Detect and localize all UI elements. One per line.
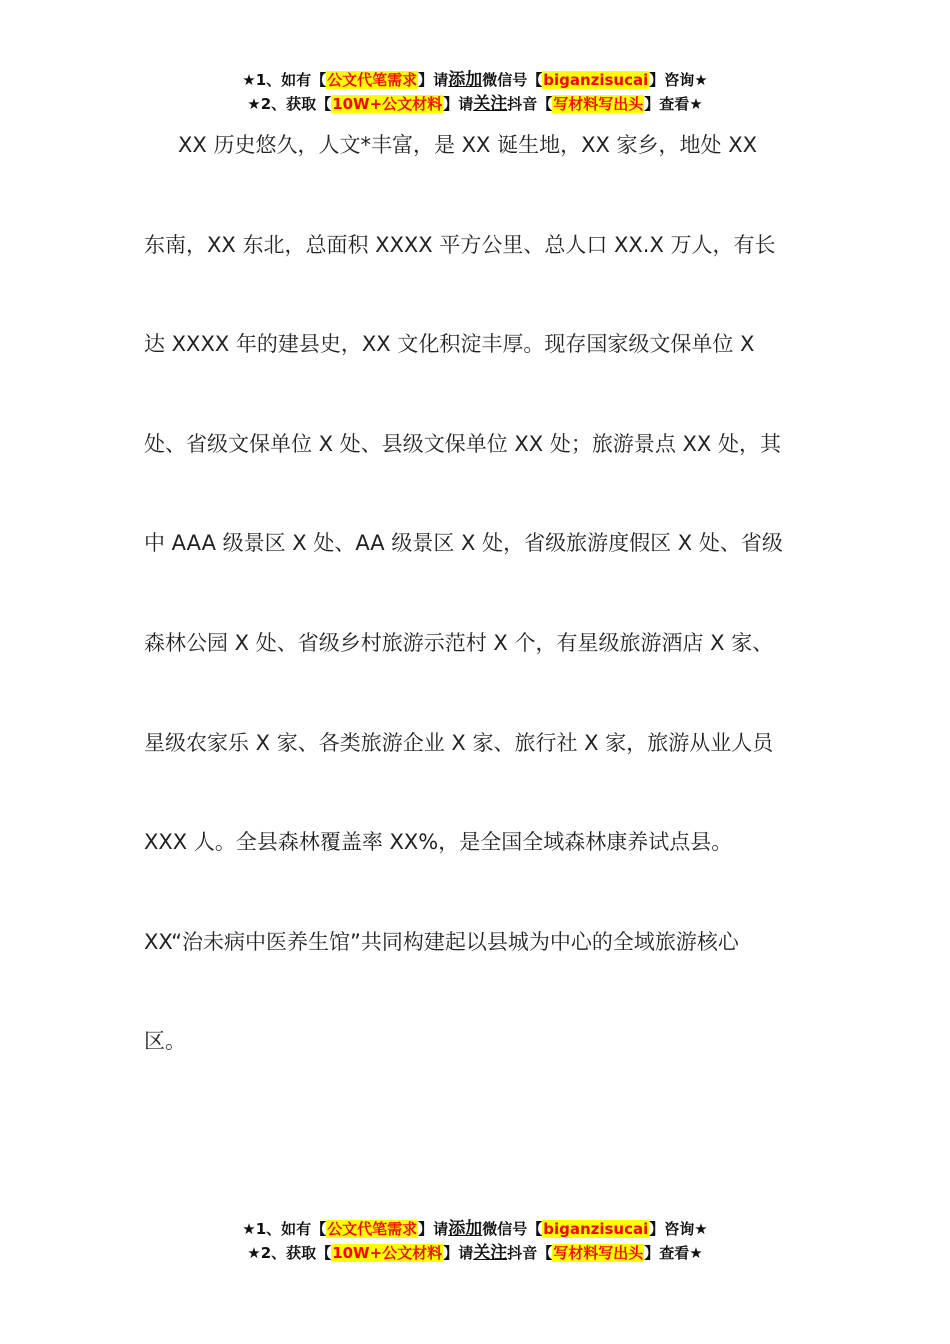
body-line: 东南，XX 东北，总面积 XXXX 平方公里、总人口 XX.X 万人，有长 <box>144 232 776 257</box>
header-line-2-highlight-materials: 10W+公文材料 <box>332 95 443 113</box>
header-line-1-highlight-service: 公文代笔需求 <box>327 71 418 89</box>
header-line-1-prefix: ★1、如有【 <box>242 71 327 89</box>
header-line-1-wechat-id: biganzisucai <box>543 71 649 89</box>
body-line: XXX 人。全县森林覆盖率 XX%，是全国全域森林康养试点县。 <box>144 830 733 855</box>
footer-line-2-text: 】请 <box>443 1244 474 1262</box>
header-line-1 <box>0 68 950 92</box>
footer-line-2-underlined: 关注 <box>473 1243 508 1263</box>
footer-line-1-highlight-service: 公文代笔需求 <box>327 1220 418 1238</box>
footer-line-2-douyin-label: 抖音【 <box>507 1244 553 1262</box>
body-line: 星级农家乐 X 家、各类旅游企业 X 家、旅行社 X 家，旅游从业人员 <box>144 730 774 755</box>
footer-banner <box>0 1217 950 1265</box>
footer-line-1-wechat-id: biganzisucai <box>543 1220 649 1238</box>
footer-line-1-suffix: 】咨询★ <box>649 1220 708 1238</box>
footer-line-1-underlined: 添加 <box>448 1219 483 1239</box>
footer-line-1-wechat-label: 微信号【 <box>482 1220 543 1238</box>
footer-line-1-text: 】请 <box>418 1220 449 1238</box>
header-banner <box>0 68 950 116</box>
header-line-2-text: 】请 <box>443 95 474 113</box>
header-line-2-underlined: 关注 <box>473 94 508 114</box>
body-line: 区。 <box>144 1029 186 1054</box>
header-line-2-prefix: ★2、获取【 <box>247 95 332 113</box>
header-line-1-underlined: 添加 <box>448 70 483 90</box>
header-line-1-suffix: 】咨询★ <box>649 71 708 89</box>
body-line: XX 历史悠久，人文*丰富，是 XX 诞生地，XX 家乡，地处 XX <box>178 133 757 157</box>
document-body <box>144 120 814 1116</box>
body-line: 达 XXXX 年的建县史，XX 文化积淀丰厚。现存国家级文保单位 X <box>144 332 755 357</box>
header-line-2-suffix: 】查看★ <box>644 95 703 113</box>
header-line-1-text: 】请 <box>418 71 449 89</box>
body-line: 森林公园 X 处、省级乡村旅游示范村 X 个，有星级旅游酒店 X 家、 <box>144 630 774 655</box>
header-line-2-douyin-account: 写材料写出头 <box>553 95 644 113</box>
footer-line-2-douyin-account: 写材料写出头 <box>553 1244 644 1262</box>
footer-line-2-highlight-materials: 10W+公文材料 <box>332 1244 443 1262</box>
footer-line-2 <box>0 1241 950 1265</box>
header-line-1-wechat-label: 微信号【 <box>482 71 543 89</box>
footer-line-2-suffix: 】查看★ <box>644 1244 703 1262</box>
body-line: 中 AAA 级景区 X 处、AA 级景区 X 处，省级旅游度假区 X 处、省级 <box>144 531 783 556</box>
header-line-2-douyin-label: 抖音【 <box>507 95 553 113</box>
footer-line-1-prefix: ★1、如有【 <box>242 1220 327 1238</box>
footer-line-2-prefix: ★2、获取【 <box>247 1244 332 1262</box>
body-line: 处、省级文保单位 X 处、县级文保单位 XX 处；旅游景点 XX 处，其 <box>144 431 781 456</box>
body-line: XX“治未病中医养生馆”共同构建起以县城为中心的全域旅游核心 <box>144 929 739 954</box>
footer-line-1 <box>0 1217 950 1241</box>
header-line-2 <box>0 92 950 116</box>
